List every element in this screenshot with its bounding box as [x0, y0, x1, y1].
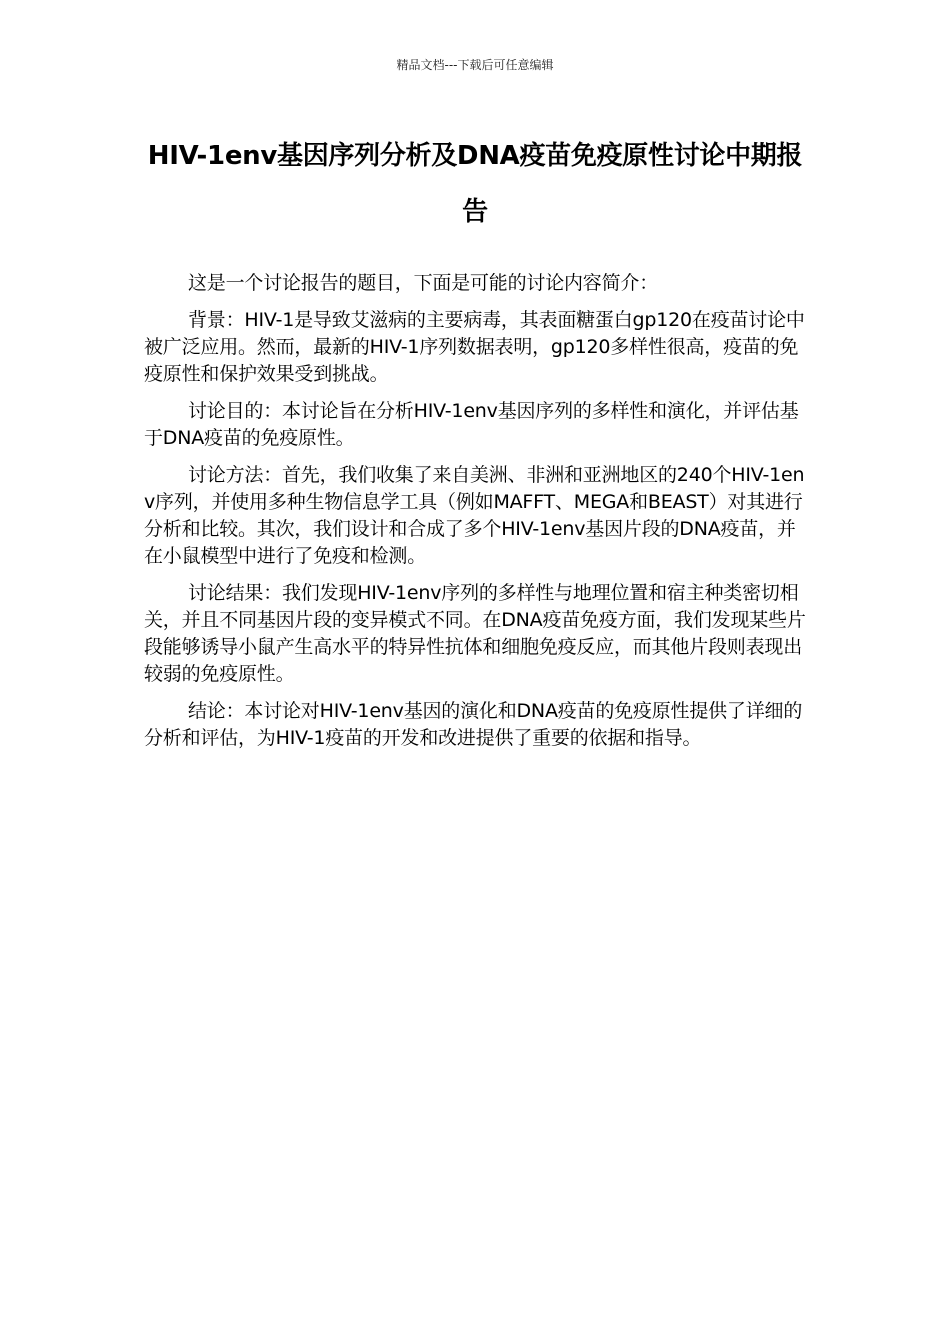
paragraph-purpose: 讨论目的：本讨论旨在分析HIV-1env基因序列的多样性和演化，并评估基于DNA疫苗的免疫原性。 — [144, 400, 799, 449]
paragraph-intro: 这是一个讨论报告的题目，下面是可能的讨论内容简介： — [188, 272, 659, 294]
header-note: 精品文档---下载后可任意编辑 — [396, 58, 554, 72]
paragraph-results: 讨论结果：我们发现HIV-1env序列的多样性与地理位置和宿主种类密切相关，并且不同基因片段的变异模式不同。在DNA疫苗免疫方面，我们发现某些片段能够诱导小鼠产生高水平的特异性抗体和细胞免疫反应，而其他片段则表现出较弱的免疫原性。 — [144, 582, 806, 685]
document-body — [144, 270, 812, 762]
paragraph-conclusion: 结论：本讨论对HIV-1env基因的演化和DNA疫苗的免疫原性提供了详细的分析和评估，为HIV-1疫苗的开发和改进提供了重要的依据和指导。 — [144, 700, 803, 749]
document-title: HIV-1env基因序列分析及DNA疫苗免疫原性讨论中期报告 — [147, 141, 803, 227]
paragraph-methods: 讨论方法：首先，我们收集了来自美洲、非洲和亚洲地区的240个HIV-1env序列，并使用多种生物信息学工具（例如MAFFT、MEGA和BEAST）对其进行分析和比较。其次，我们设计和合成了多个HIV-1env基因片段的DNA疫苗，并在小鼠模型中进行了免疫和检测。 — [144, 464, 805, 567]
paragraph-background: 背景：HIV-1是导致艾滋病的主要病毒，其表面糖蛋白gp120在疫苗讨论中被广泛应用。然而，最新的HIV-1序列数据表明，gp120多样性很高，疫苗的免疫原性和保护效果受到挑战。 — [144, 309, 805, 385]
